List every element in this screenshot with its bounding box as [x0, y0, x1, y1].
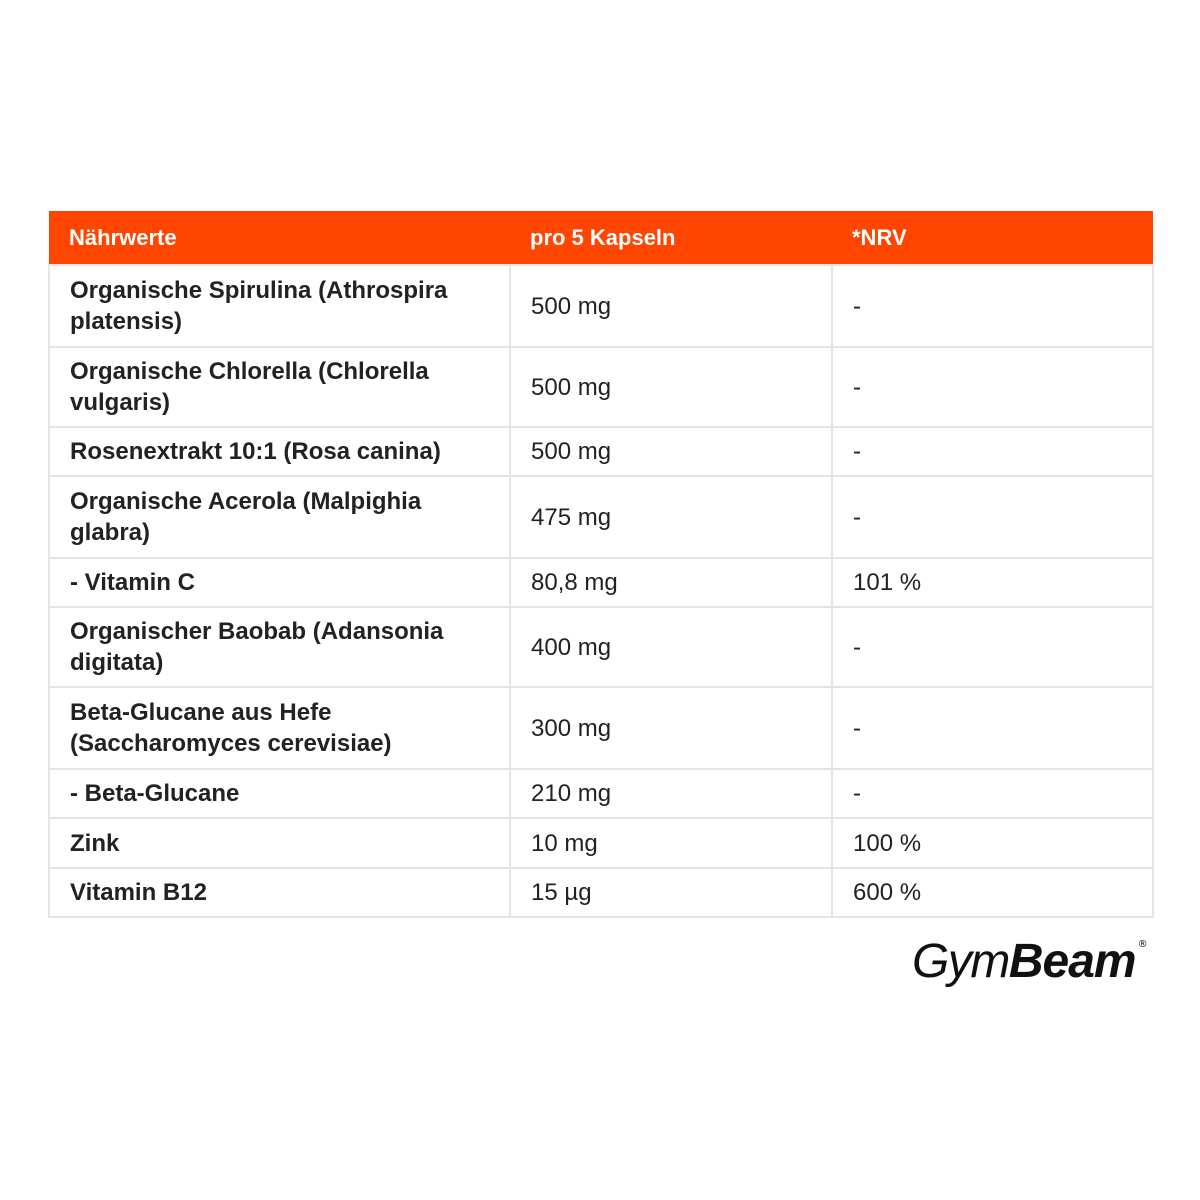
table-header [49, 211, 1153, 265]
nutrient-name: Zink [49, 818, 510, 868]
nutrient-nrv: 100 % [832, 818, 1153, 868]
nutrient-name: - Beta-Glucane [49, 769, 510, 818]
registered-mark: ® [1137, 939, 1148, 950]
nutrient-nrv: 600 % [832, 868, 1153, 917]
nutrient-nrv: - [832, 347, 1153, 427]
nutrient-nrv: - [832, 476, 1153, 558]
nutrient-amount: 300 mg [510, 687, 832, 769]
header-row [49, 211, 1153, 265]
table-body [49, 265, 1153, 917]
nutrient-nrv: 101 % [832, 558, 1153, 607]
nutrient-name: Organischer Baobab (Adansonia digitata) [49, 607, 510, 687]
table-row [49, 265, 1153, 347]
table-row [49, 868, 1153, 917]
nutrient-name: Rosenextrakt 10:1 (Rosa canina) [49, 427, 510, 476]
table-row [49, 769, 1153, 818]
table-row [49, 427, 1153, 476]
table-row [49, 687, 1153, 769]
table-row [49, 476, 1153, 558]
nutrient-name: Beta-Glucane aus Hefe (Saccharomyces cerevisiae) [49, 687, 510, 769]
nutrient-nrv: - [832, 265, 1153, 347]
nutrient-name: Organische Spirulina (Athrospira platensis) [49, 265, 510, 347]
nutrient-amount: 80,8 mg [510, 558, 832, 607]
logo-text-gym: Gym [912, 935, 1009, 988]
nutrient-amount: 210 mg [510, 769, 832, 818]
nutrient-nrv: - [832, 687, 1153, 769]
table-row [49, 818, 1153, 868]
nutrient-amount: 15 µg [510, 868, 832, 917]
nutrient-nrv: - [832, 769, 1153, 818]
header-nrv: *NRV [832, 211, 1153, 265]
gymbeam-logo [912, 934, 1148, 994]
nutrient-name: Vitamin B12 [49, 868, 510, 917]
table-row [49, 558, 1153, 607]
nutrient-amount: 400 mg [510, 607, 832, 687]
nutrient-name: - Vitamin C [49, 558, 510, 607]
table-row [49, 607, 1153, 687]
nutrient-amount: 10 mg [510, 818, 832, 868]
nutrient-name: Organische Chlorella (Chlorella vulgaris) [49, 347, 510, 427]
table-row [49, 347, 1153, 427]
header-per-5-capsules: pro 5 Kapseln [510, 211, 832, 265]
logo-text-beam: Beam [1008, 935, 1136, 988]
nutrition-table [48, 211, 1154, 918]
nutrient-amount: 500 mg [510, 427, 832, 476]
nutrient-nrv: - [832, 607, 1153, 687]
nutrient-amount: 500 mg [510, 265, 832, 347]
nutrient-name: Organische Acerola (Malpighia glabra) [49, 476, 510, 558]
nutrient-nrv: - [832, 427, 1153, 476]
header-nutrients: Nährwerte [49, 211, 510, 265]
nutrient-amount: 500 mg [510, 347, 832, 427]
nutrient-amount: 475 mg [510, 476, 832, 558]
